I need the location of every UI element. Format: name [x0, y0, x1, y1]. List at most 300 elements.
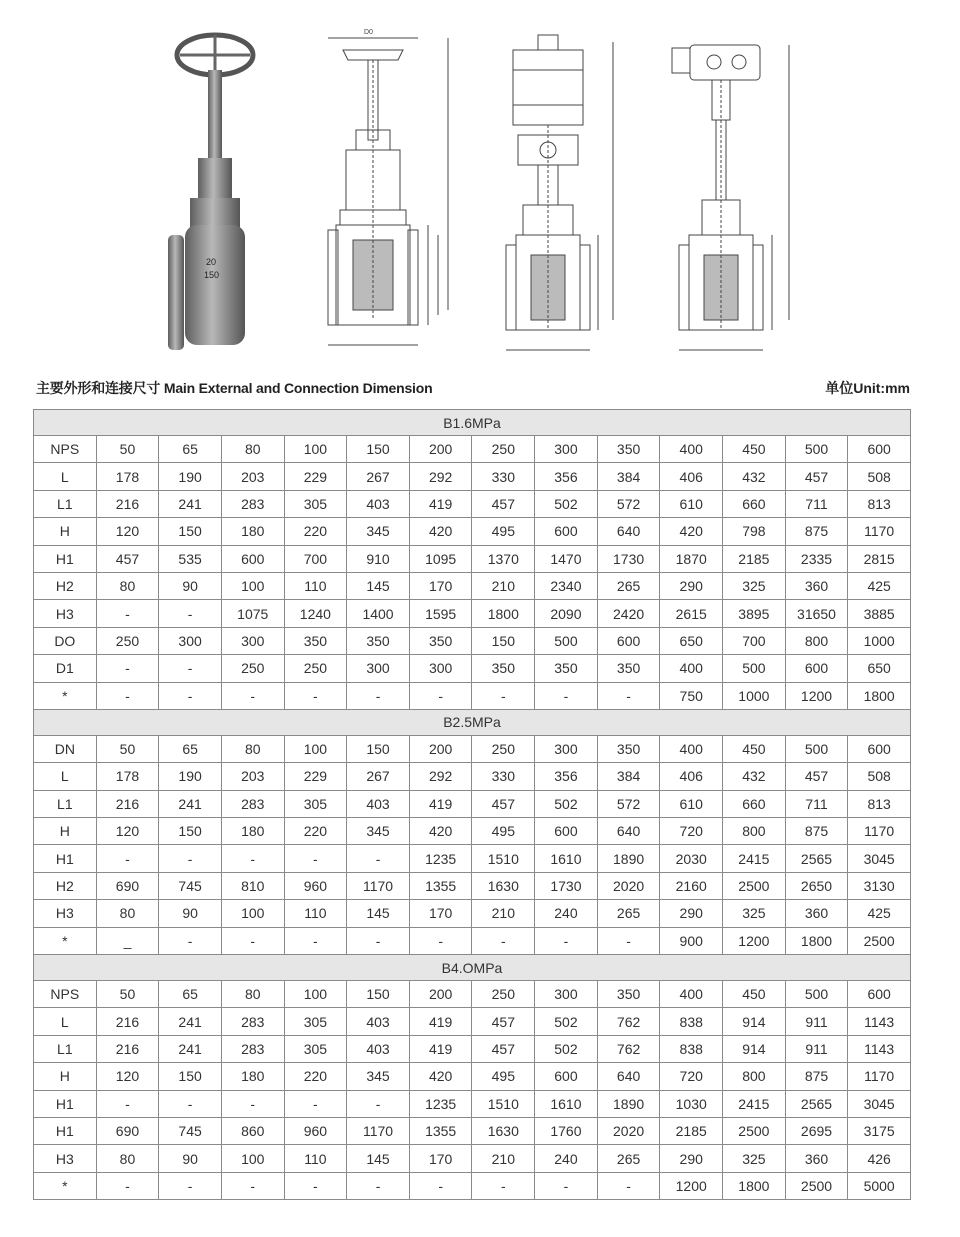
table-cell: 265: [597, 900, 660, 927]
table-cell: 1730: [597, 545, 660, 572]
table-row: [34, 790, 911, 817]
table-row: [34, 682, 911, 709]
table-cell: 1730: [535, 872, 598, 899]
table-cell: 145: [347, 1145, 410, 1172]
table-cell: 425: [848, 900, 911, 927]
table-cell: -: [159, 927, 222, 954]
table-cell: 1170: [347, 872, 410, 899]
table-cell: 150: [472, 627, 535, 654]
table-cell: 640: [597, 1063, 660, 1090]
table-cell: 384: [597, 763, 660, 790]
table-cell: -: [284, 845, 347, 872]
product-drawings: [0, 0, 960, 370]
table-cell: 1800: [848, 682, 911, 709]
table-cell: 283: [221, 790, 284, 817]
table-cell: 2615: [660, 600, 723, 627]
table-cell: 267: [347, 763, 410, 790]
row-label: H3: [34, 1145, 97, 1172]
table-cell: 100: [221, 900, 284, 927]
table-cell: 419: [409, 490, 472, 517]
table-cell: 210: [472, 900, 535, 927]
table-cell: 1030: [660, 1090, 723, 1117]
table-cell: 535: [159, 545, 222, 572]
table-cell: -: [409, 927, 472, 954]
table-cell: 120: [96, 1063, 159, 1090]
row-label: *: [34, 1172, 97, 1199]
table-cell: 267: [347, 463, 410, 490]
table-cell: 190: [159, 763, 222, 790]
table-cell: 502: [535, 490, 598, 517]
row-label: H1: [34, 545, 97, 572]
table-cell: 2650: [785, 872, 848, 899]
table-cell: 838: [660, 1008, 723, 1035]
table-cell: 305: [284, 790, 347, 817]
table-cell: 960: [284, 872, 347, 899]
table-cell: 80: [96, 572, 159, 599]
table-cell: 220: [284, 818, 347, 845]
table-cell: 250: [221, 655, 284, 682]
table-cell: 292: [409, 763, 472, 790]
table-cell: 1240: [284, 600, 347, 627]
table-cell: -: [221, 927, 284, 954]
table-cell: -: [96, 845, 159, 872]
table-cell: 240: [535, 900, 598, 927]
table-cell: 2815: [848, 545, 911, 572]
table-cell: 216: [96, 1008, 159, 1035]
table-cell: 110: [284, 900, 347, 927]
table-cell: 457: [472, 490, 535, 517]
table-cell: 150: [347, 981, 410, 1008]
table-cell: 813: [848, 790, 911, 817]
table-cell: -: [159, 1090, 222, 1117]
table-cell: 600: [848, 981, 911, 1008]
table-cell: 250: [472, 735, 535, 762]
row-label: H1: [34, 845, 97, 872]
table-cell: -: [347, 927, 410, 954]
table-cell: -: [284, 1090, 347, 1117]
table-cell: 500: [785, 436, 848, 463]
table-cell: 300: [535, 981, 598, 1008]
table-cell: 150: [159, 818, 222, 845]
table-cell: 265: [597, 572, 660, 599]
table-cell: -: [535, 927, 598, 954]
table-cell: 406: [660, 763, 723, 790]
table-cell: -: [347, 1090, 410, 1117]
table-cell: 2415: [723, 845, 786, 872]
table-cell: 2695: [785, 1117, 848, 1144]
table-cell: -: [284, 927, 347, 954]
table-cell: 350: [347, 627, 410, 654]
table-cell: 2185: [723, 545, 786, 572]
table-cell: 180: [221, 818, 284, 845]
row-label: *: [34, 682, 97, 709]
row-label: NPS: [34, 981, 97, 1008]
table-cell: 457: [472, 1035, 535, 1062]
table-row: [34, 872, 911, 899]
table-cell: -: [597, 927, 660, 954]
table-cell: -: [221, 845, 284, 872]
table-row: [34, 572, 911, 599]
table-cell: 1143: [848, 1035, 911, 1062]
table-cell: 911: [785, 1035, 848, 1062]
table-cell: 1000: [723, 682, 786, 709]
table-cell: 90: [159, 572, 222, 599]
table-cell: 360: [785, 900, 848, 927]
table-cell: 210: [472, 1145, 535, 1172]
table-cell: -: [96, 1172, 159, 1199]
table-cell: 650: [660, 627, 723, 654]
table-cell: 600: [221, 545, 284, 572]
table-cell: 495: [472, 518, 535, 545]
table-cell: 745: [159, 872, 222, 899]
table-cell: 600: [848, 436, 911, 463]
table-row: [34, 600, 911, 627]
table-cell: -: [597, 1172, 660, 1199]
table-cell: 2565: [785, 845, 848, 872]
section-header-row: [34, 955, 911, 981]
table-cell: 3045: [848, 1090, 911, 1117]
table-cell: -: [96, 600, 159, 627]
table-cell: 1400: [347, 600, 410, 627]
table-cell: 220: [284, 1063, 347, 1090]
table-cell: 700: [723, 627, 786, 654]
table-cell: -: [159, 845, 222, 872]
table-cell: 600: [848, 735, 911, 762]
table-cell: 90: [159, 1145, 222, 1172]
table-cell: 265: [597, 1145, 660, 1172]
table-cell: 2160: [660, 872, 723, 899]
svg-text:D0: D0: [364, 29, 373, 36]
table-cell: 500: [785, 981, 848, 1008]
table-cell: 610: [660, 790, 723, 817]
table-cell: 120: [96, 518, 159, 545]
table-cell: -: [347, 1172, 410, 1199]
table-cell: 2500: [848, 927, 911, 954]
table-row: [34, 1035, 911, 1062]
table-row: [34, 1145, 911, 1172]
table-cell: 350: [284, 627, 347, 654]
row-label: H3: [34, 600, 97, 627]
table-cell: 810: [221, 872, 284, 899]
table-cell: 3175: [848, 1117, 911, 1144]
table-cell: 305: [284, 1035, 347, 1062]
table-cell: 110: [284, 1145, 347, 1172]
table-row: [34, 463, 911, 490]
table-cell: 241: [159, 790, 222, 817]
table-cell: 80: [221, 735, 284, 762]
table-cell: 180: [221, 518, 284, 545]
table-cell: 1595: [409, 600, 472, 627]
table-row: [34, 818, 911, 845]
table-cell: 100: [221, 1145, 284, 1172]
table-cell: 420: [409, 818, 472, 845]
table-cell: 50: [96, 436, 159, 463]
table-cell: 457: [96, 545, 159, 572]
table-cell: 798: [723, 518, 786, 545]
section-header-row: [34, 709, 911, 735]
table-cell: 241: [159, 1008, 222, 1035]
table-cell: 457: [472, 1008, 535, 1035]
table-cell: 1200: [660, 1172, 723, 1199]
row-label: DO: [34, 627, 97, 654]
table-cell: 31650: [785, 600, 848, 627]
table-cell: 508: [848, 763, 911, 790]
table-cell: 190: [159, 463, 222, 490]
table-cell: 450: [723, 436, 786, 463]
table-cell: 65: [159, 981, 222, 1008]
table-cell: 229: [284, 763, 347, 790]
table-row: [34, 900, 911, 927]
table-row: [34, 627, 911, 654]
table-cell: 50: [96, 735, 159, 762]
table-cell: 690: [96, 1117, 159, 1144]
table-cell: 400: [660, 981, 723, 1008]
table-cell: 240: [535, 1145, 598, 1172]
table-heading-row: [36, 378, 910, 402]
table-cell: 300: [535, 436, 598, 463]
table-cell: 325: [723, 900, 786, 927]
table-row: [34, 1117, 911, 1144]
table-cell: 200: [409, 981, 472, 1008]
table-cell: 3130: [848, 872, 911, 899]
table-cell: 345: [347, 818, 410, 845]
table-cell: 650: [848, 655, 911, 682]
table-cell: 960: [284, 1117, 347, 1144]
table-cell: 800: [785, 627, 848, 654]
table-cell: 200: [409, 436, 472, 463]
table-cell: 1095: [409, 545, 472, 572]
table-cell: -: [347, 682, 410, 709]
table-cell: 229: [284, 463, 347, 490]
row-label: D1: [34, 655, 97, 682]
table-cell: 283: [221, 490, 284, 517]
table-cell: 360: [785, 1145, 848, 1172]
table-cell: 508: [848, 463, 911, 490]
table-cell: 292: [409, 463, 472, 490]
table-cell: 1370: [472, 545, 535, 572]
table-cell: 325: [723, 1145, 786, 1172]
table-cell: 5000: [848, 1172, 911, 1199]
table-cell: 2020: [597, 872, 660, 899]
table-cell: 1170: [848, 518, 911, 545]
table-cell: 100: [284, 981, 347, 1008]
table-cell: 216: [96, 1035, 159, 1062]
row-label: L: [34, 763, 97, 790]
table-cell: 290: [660, 572, 723, 599]
table-cell: 640: [597, 518, 660, 545]
table-cell: 216: [96, 790, 159, 817]
table-cell: 400: [660, 735, 723, 762]
table-cell: -: [597, 682, 660, 709]
row-label: H: [34, 1063, 97, 1090]
table-cell: -: [221, 1172, 284, 1199]
row-label: L: [34, 1008, 97, 1035]
table-cell: -: [409, 1172, 472, 1199]
table-cell: -: [535, 682, 598, 709]
table-cell: 1170: [347, 1117, 410, 1144]
table-cell: 495: [472, 818, 535, 845]
table-cell: 420: [660, 518, 723, 545]
table-cell: 350: [597, 436, 660, 463]
table-row: [34, 1008, 911, 1035]
table-cell: 400: [660, 655, 723, 682]
table-cell: 290: [660, 900, 723, 927]
dimension-table: [33, 409, 911, 1200]
table-row: [34, 436, 911, 463]
row-label: L: [34, 463, 97, 490]
table-cell: 1890: [597, 845, 660, 872]
table-cell: 1510: [472, 845, 535, 872]
table-cell: 1235: [409, 1090, 472, 1117]
table-cell: 425: [848, 572, 911, 599]
row-label: L1: [34, 790, 97, 817]
table-cell: 283: [221, 1035, 284, 1062]
table-cell: 640: [597, 818, 660, 845]
pneumatic-actuator-drawing: [498, 20, 628, 360]
table-cell: 145: [347, 572, 410, 599]
table-cell: 345: [347, 1063, 410, 1090]
table-cell: 600: [535, 818, 598, 845]
table-cell: -: [284, 682, 347, 709]
row-label: H1: [34, 1117, 97, 1144]
table-row: [34, 518, 911, 545]
table-cell: 305: [284, 490, 347, 517]
table-cell: 3885: [848, 600, 911, 627]
table-cell: 600: [785, 655, 848, 682]
row-label: H2: [34, 572, 97, 599]
table-cell: 345: [347, 518, 410, 545]
table-cell: 300: [347, 655, 410, 682]
table-cell: 350: [597, 655, 660, 682]
table-cell: 600: [597, 627, 660, 654]
table-cell: -: [221, 1090, 284, 1117]
table-cell: 690: [96, 872, 159, 899]
table-cell: 419: [409, 1035, 472, 1062]
table-cell: 762: [597, 1008, 660, 1035]
table-cell: -: [159, 600, 222, 627]
table-cell: _: [96, 927, 159, 954]
table-cell: 210: [472, 572, 535, 599]
table-cell: 419: [409, 1008, 472, 1035]
svg-text:20: 20: [206, 257, 217, 267]
row-label: H: [34, 818, 97, 845]
table-cell: 502: [535, 790, 598, 817]
row-label: L1: [34, 490, 97, 517]
table-cell: 350: [409, 627, 472, 654]
table-cell: 1170: [848, 818, 911, 845]
table-cell: 2565: [785, 1090, 848, 1117]
table-cell: 1890: [597, 1090, 660, 1117]
table-cell: 350: [597, 735, 660, 762]
table-cell: 432: [723, 763, 786, 790]
table-cell: 914: [723, 1008, 786, 1035]
table-cell: 403: [347, 1035, 410, 1062]
table-cell: 80: [221, 981, 284, 1008]
table-cell: -: [159, 655, 222, 682]
page-title: 主要外形和连接尺寸 Main External and Connection Dimension: [36, 380, 433, 396]
valve-photo: [160, 20, 270, 360]
table-cell: 660: [723, 490, 786, 517]
table-cell: 1170: [848, 1063, 911, 1090]
table-cell: -: [96, 655, 159, 682]
table-cell: 300: [159, 627, 222, 654]
table-cell: 80: [221, 436, 284, 463]
section-title: B4.OMPa: [34, 955, 911, 981]
table-cell: 600: [535, 1063, 598, 1090]
table-cell: 420: [409, 1063, 472, 1090]
table-cell: 800: [723, 1063, 786, 1090]
table-cell: -: [409, 682, 472, 709]
row-label: NPS: [34, 436, 97, 463]
table-cell: 2500: [785, 1172, 848, 1199]
table-cell: 745: [159, 1117, 222, 1144]
table-cell: 910: [347, 545, 410, 572]
table-cell: 875: [785, 518, 848, 545]
table-cell: -: [472, 682, 535, 709]
table-cell: 150: [347, 436, 410, 463]
table-cell: 65: [159, 735, 222, 762]
table-cell: 203: [221, 463, 284, 490]
table-cell: 356: [535, 763, 598, 790]
table-cell: 350: [535, 655, 598, 682]
table-cell: 283: [221, 1008, 284, 1035]
table-cell: -: [284, 1172, 347, 1199]
table-cell: 360: [785, 572, 848, 599]
table-cell: 220: [284, 518, 347, 545]
table-cell: 80: [96, 900, 159, 927]
table-row: [34, 490, 911, 517]
table-cell: -: [96, 1090, 159, 1117]
table-cell: 610: [660, 490, 723, 517]
table-cell: 403: [347, 1008, 410, 1035]
table-cell: 420: [409, 518, 472, 545]
table-cell: -: [472, 1172, 535, 1199]
table-cell: 2415: [723, 1090, 786, 1117]
table-cell: 1143: [848, 1008, 911, 1035]
table-cell: 120: [96, 818, 159, 845]
table-cell: 403: [347, 790, 410, 817]
table-cell: 1510: [472, 1090, 535, 1117]
table-cell: 572: [597, 790, 660, 817]
table-cell: -: [96, 682, 159, 709]
table-cell: 384: [597, 463, 660, 490]
table-cell: 911: [785, 1008, 848, 1035]
table-cell: 750: [660, 682, 723, 709]
table-cell: 457: [785, 763, 848, 790]
table-cell: 241: [159, 490, 222, 517]
table-cell: 1200: [785, 682, 848, 709]
table-cell: 572: [597, 490, 660, 517]
table-cell: 660: [723, 790, 786, 817]
table-cell: 3895: [723, 600, 786, 627]
table-cell: 502: [535, 1035, 598, 1062]
handwheel-section-drawing: [318, 20, 458, 360]
table-cell: -: [221, 682, 284, 709]
table-cell: 2335: [785, 545, 848, 572]
row-label: H2: [34, 872, 97, 899]
table-cell: 1610: [535, 845, 598, 872]
table-cell: 495: [472, 1063, 535, 1090]
table-cell: 65: [159, 436, 222, 463]
table-cell: 178: [96, 763, 159, 790]
table-cell: 200: [409, 735, 472, 762]
table-cell: 2340: [535, 572, 598, 599]
table-cell: 500: [785, 735, 848, 762]
table-cell: -: [535, 1172, 598, 1199]
table-row: [34, 1063, 911, 1090]
table-cell: -: [159, 1172, 222, 1199]
table-cell: 250: [96, 627, 159, 654]
